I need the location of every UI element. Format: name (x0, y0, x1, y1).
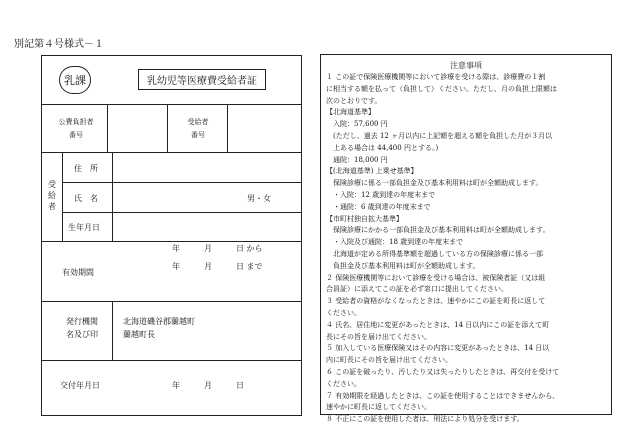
form-number: 別記第４号様式－１ (14, 39, 104, 50)
recipient-number-label: 受給者 番号 (187, 118, 209, 139)
issue-date: 年 月 日 (172, 381, 244, 390)
notes-line: ６ この証を破ったり、汚したり又は失ったりしたときは、再交付を受けて (326, 367, 560, 376)
notes-line: 入院：57,600 円 (326, 120, 388, 129)
notes-line: ２ 保険医療機関等において診療を受ける場合は、被保険者証（又は組 (326, 273, 546, 282)
divider (62, 212, 301, 213)
divider (42, 301, 301, 302)
notes-line: ください。 (326, 379, 361, 388)
issuer-label: 発行機関 名及び印 (66, 317, 98, 339)
notes-line: 負担金及び基本利用料は町が全額助成します。 (326, 261, 480, 270)
notes-line: ８ 不正にこの証を使用した者は、刑法により処分を受けます。 (326, 415, 524, 424)
sex-options: 男・女 (247, 194, 271, 203)
divider (42, 241, 301, 242)
notes-line: 北海道が定める所得基準額を超過している方の保険診療に係る一部 (326, 249, 543, 258)
validity-label: 有効期間 (62, 268, 94, 277)
recipient-side-label: 受給者 (48, 180, 56, 211)
name-label: 氏 名 (74, 194, 98, 203)
divider (42, 152, 301, 153)
notes-line: 速やかに町長に返してください。 (326, 403, 431, 412)
department-stamp: 乳課 (59, 66, 91, 94)
notes-line: 合員証）に添えてこの証を必ず窓口に提出してください。 (326, 285, 508, 294)
notes-line: 【(北海道基準) 上乗せ基準】 (326, 167, 418, 176)
notes-line: 保険診療にかかる一部負担金及び基本利用料は町が全額助成します。 (326, 226, 550, 235)
notes-line: に相当する額を払って（負担して）ください。ただし、月の負担上限額は (326, 84, 557, 93)
issuer-info: 北海道磯谷郡蘭越町 蘭越町長 (123, 317, 195, 339)
insurer-number-label: 公費負担者 番号 (58, 118, 94, 139)
notes-line: 保険診療に係る一部負担金及び基本利用料は町が全額助成します。 (326, 179, 543, 188)
validity-to: 年 月 日 まで (172, 262, 263, 271)
divider (42, 104, 301, 105)
divider (107, 104, 108, 152)
divider (167, 104, 168, 152)
notes-line: ・入院及び通院：18 歳到達の年度末まで (326, 238, 464, 247)
notes-line: 【北海道基準】 (326, 108, 375, 117)
notes-title: 注意事項 (450, 61, 482, 70)
divider (112, 301, 113, 360)
notes-line: 【市町村独自拡大基準】 (326, 214, 403, 223)
notes-line: ４ 氏名、居住地に変更があったときは、14 日以内にこの証を添えて町 (326, 320, 550, 329)
notes-line: 上ある場合は 44,400 円とする。) (326, 143, 439, 152)
notes-panel (320, 54, 612, 424)
divider (62, 152, 63, 241)
notes-line: 次のとおりです。 (326, 96, 382, 105)
notes-line: ７ 有効期限を経過したときは、この証を使用することはできませんから、 (326, 391, 560, 400)
recipient-card (41, 55, 302, 416)
birth-date-label: 生年月日 (68, 223, 100, 232)
notes-line: 通院：18,000 円 (326, 155, 388, 164)
address-label: 住 所 (74, 164, 98, 173)
divider (112, 152, 113, 241)
notes-body (326, 72, 610, 426)
notes-line: ください。 (326, 308, 361, 317)
divider (42, 360, 301, 361)
notes-line: ・通院：6 歳到達の年度末まで (326, 202, 431, 211)
notes-line: ・入院：12 歳到達の年度末まで (326, 190, 436, 199)
card-title: 乳幼児等医療費受給者証 (138, 69, 266, 90)
notes-line: １ この証で保険医療機関等において診療を受ける際は、診療費の１割 (326, 73, 546, 81)
notes-line: 内に町長にその旨を届け出てください。 (326, 356, 452, 365)
validity-from: 年 月 日 から (172, 244, 263, 253)
divider (62, 182, 301, 183)
notes-line: ５ 加入している医療保険又はその内容に変更があったときは、14 日以 (326, 344, 550, 353)
notes-line: 長にその旨を届け出てください。 (326, 332, 431, 341)
issue-date-label: 交付年月日 (60, 381, 100, 390)
notes-line: ３ 受給者の資格がなくなったときは、速やかにこの証を町長に返して (326, 297, 546, 306)
notes-line: (ただし、過去 12 ヶ月以内に上記額を超える額を負担した月が３月以 (326, 131, 553, 140)
divider (227, 104, 228, 152)
